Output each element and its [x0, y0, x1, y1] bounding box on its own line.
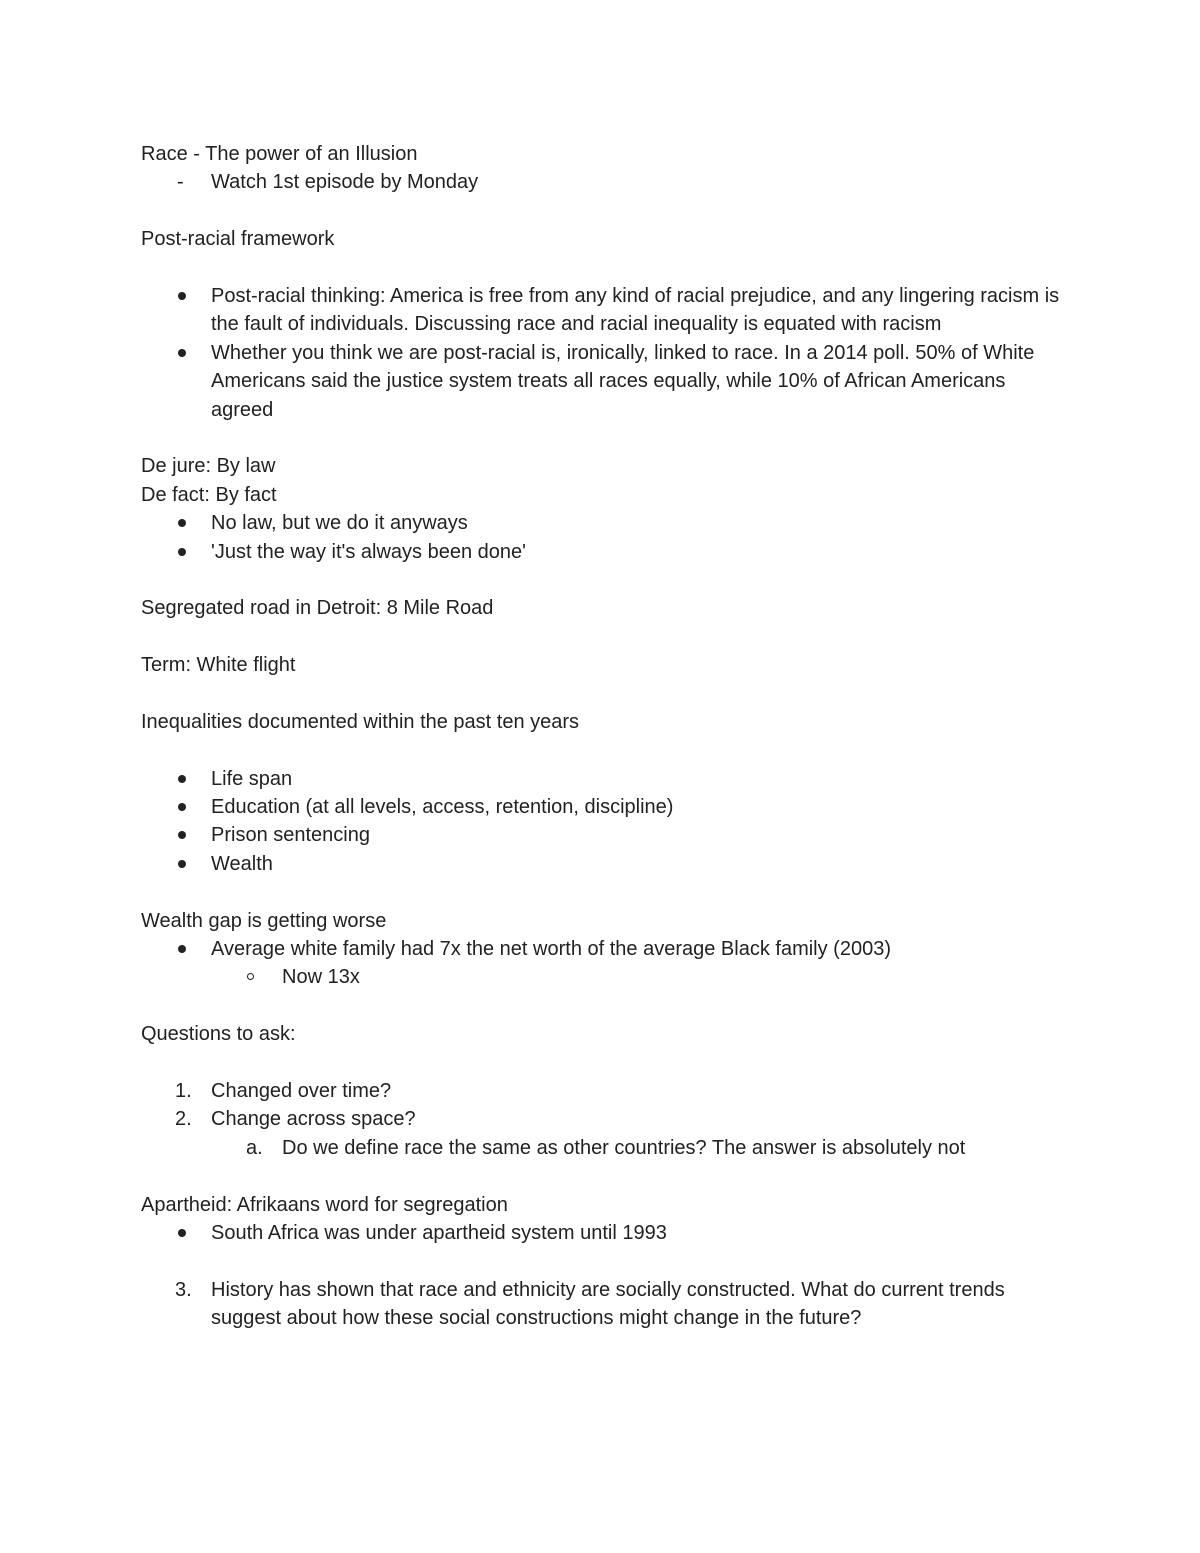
bullet-icon	[178, 831, 186, 839]
numbered-item	[141, 1105, 1061, 1133]
list-item	[141, 538, 1061, 566]
post-racial-heading: Post-racial framework	[141, 228, 335, 251]
list-item	[141, 509, 1061, 537]
apartheid-heading: Apartheid: Afrikaans word for segregation	[141, 1193, 508, 1216]
bullet-text: Wealth	[211, 852, 273, 875]
list-item	[141, 850, 1061, 878]
number-marker: 3.	[175, 1278, 192, 1301]
letter-marker: a.	[246, 1136, 263, 1159]
bullet-text: Life span	[211, 767, 293, 790]
sub-bullet-text: Now 13x	[282, 966, 360, 989]
document-page	[141, 140, 1061, 1333]
sub-list-item	[141, 963, 1061, 991]
bullet-icon	[178, 775, 186, 783]
bullet-text: Prison sentencing	[211, 824, 370, 847]
bullet-text: Average white family had 7x the net worth of the average Black family (2003)	[211, 938, 891, 961]
dash-marker: -	[177, 171, 184, 194]
list-item	[141, 1219, 1061, 1247]
bullet-text: No law, but we do it anyways	[211, 512, 468, 535]
numbered-item-text: Change across space?	[211, 1108, 416, 1131]
list-item	[141, 821, 1061, 849]
bullet-text: Education (at all levels, access, retention, discipline)	[211, 796, 674, 819]
questions-heading: Questions to ask:	[141, 1023, 296, 1046]
bullet-icon	[178, 1229, 186, 1237]
number-marker: 2.	[175, 1108, 192, 1131]
bullet-text: Post-racial thinking: America is free from any kind of racial prejudice, and any lingering racism is the fault of individuals. Discussing race and racial inequality is equated with racism	[211, 284, 1060, 336]
doc-title: Race - The power of an Illusion	[141, 143, 418, 165]
bullet-text: Whether you think we are post-racial is, ironically, linked to race. In a 2014 poll. 50% of White Americans said the justice system treats all races equally, while 10% of African Americans agreed	[211, 341, 1035, 421]
bullet-icon	[178, 860, 186, 868]
bullet-icon	[178, 548, 186, 556]
numbered-item-text: History has shown that race and ethnicity are socially constructed. What do current trends suggest about how these social constructions might change in the future?	[211, 1278, 1005, 1330]
list-item	[141, 765, 1061, 793]
list-item	[141, 339, 1061, 424]
list-item	[141, 282, 1061, 339]
numbered-item	[141, 1077, 1061, 1105]
inequalities-heading: Inequalities documented within the past ten years	[141, 710, 580, 733]
title-sub-item	[141, 168, 1061, 196]
numbered-item	[141, 1276, 1061, 1333]
wealth-gap-heading: Wealth gap is getting worse	[141, 909, 387, 932]
bullet-icon	[178, 945, 186, 953]
segregated-road-line: Segregated road in Detroit: 8 Mile Road	[141, 597, 494, 620]
lettered-item	[141, 1134, 1061, 1162]
bullet-icon	[178, 519, 186, 527]
de-fact-heading: De fact: By fact	[141, 483, 277, 506]
title-sub-text: Watch 1st episode by Monday	[211, 171, 479, 194]
de-jure-line: De jure: By law	[141, 455, 276, 478]
bullet-icon	[178, 292, 186, 300]
numbered-item-text: Changed over time?	[211, 1079, 392, 1102]
list-item	[141, 935, 1061, 963]
hollow-bullet-icon	[247, 973, 254, 980]
lettered-item-text: Do we define race the same as other countries? The answer is absolutely not	[282, 1136, 966, 1159]
term-line: Term: White flight	[141, 654, 296, 677]
bullet-text: 'Just the way it's always been done'	[211, 540, 526, 563]
bullet-icon	[178, 803, 186, 811]
number-marker: 1.	[175, 1079, 192, 1102]
bullet-text: South Africa was under apartheid system until 1993	[211, 1221, 667, 1244]
list-item	[141, 793, 1061, 821]
bullet-icon	[178, 349, 186, 357]
